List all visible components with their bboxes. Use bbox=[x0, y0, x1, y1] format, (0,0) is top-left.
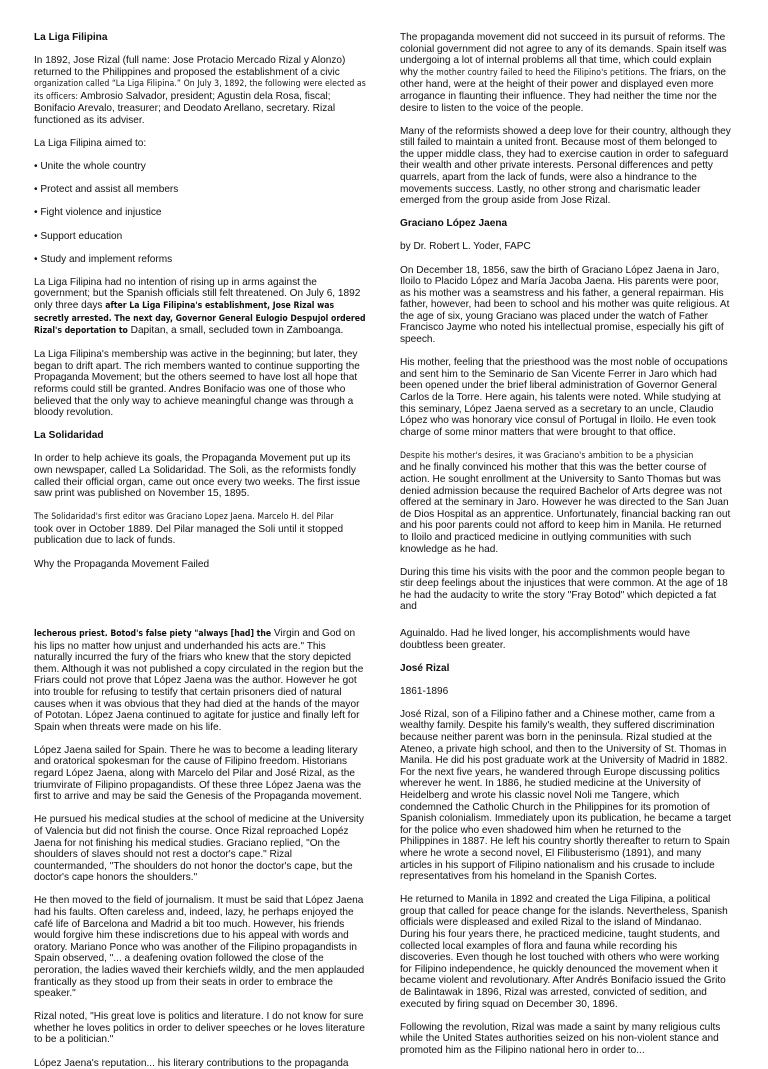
list-item: • Unite the whole country bbox=[34, 161, 366, 173]
column-bottom-left bbox=[34, 628, 366, 1024]
text-span: Ambrosio Salvador, president; Agustin dela Rosa, fiscal; Bonifacio Arevalo, treasurer; and Deodato Arellano, secretary. Rizal functioned as its adviser. bbox=[34, 91, 335, 126]
paragraph: La Liga Filipina's membership was active in the beginning; but later, they began to drift apart. The rich members wanted to continue supporting the Propaganda Movement; but the others seemed to have lost all hope that reforms could still be granted. Andres Bonifacio was one of those who believed that the only way to achieve meaningful change was through a bloody revolution. bbox=[34, 349, 366, 419]
paragraph: López Jaena sailed for Spain. There he was to become a leading literary and oratorical spokesman for the cause of Filipino freedom. Historians regard López Jaena, along with Marcelo del Pilar and José Rizal, as the triumvirate of Filipino propagandists. Of these three López Jaena was the first to arrive and may be said the Genesis of the Propaganda movement. bbox=[34, 745, 366, 803]
aims-list bbox=[34, 161, 366, 265]
text-span: The Solidaridad's first editor was Graciano Lopez Jaena. Marcelo H. del Pilar bbox=[34, 512, 334, 522]
column-top-left bbox=[34, 32, 366, 532]
paragraph: José Rizal, son of a Filipino father and a Chinese mother, came from a wealthy family. Despite his family's wealth, they suffered discrimination because neither parent was born in the peninsula. Rizal studied at the Ateneo, a private high school, and then to the University of St. Thomas in Manila. He did his post graduate work at the University of Madrid in 1882. For the next five years, he wandered through Europe discussing politics wherever he went. In 1886, he studied medicine at the University of Heidelberg and wrote his classic novel Noli me Tangere, which condemned the Catholic Church in the Philippines for its promotion of Spanish colonialism. Immediately upon its publication, he became a target for the police who even shadowed him when he returned to the Philippines in 1887. He left his country shortly thereafter to return to Spain where he wrote a second novel, El Filibusterismo (1891), and many articles in his support of Filipino nationalism and his crusade to include representatives from his homeland in the Spanish Cortes. bbox=[400, 709, 732, 883]
paragraph: He pursued his medical studies at the school of medicine at the University of Valencia but did not finish the course. Once Rizal reproached Lopéz Jaena for not finishing his medical studies. Graciano replied, "On the shoulders of slaves should not rest a doctor's cape." Rizal countermanded, "The shoulders do not honor the doctor's cape, but the doctor's cape honors the shoulders." bbox=[34, 814, 366, 884]
heading-graciano-lopez-jaena: Graciano López Jaena bbox=[400, 218, 732, 230]
heading-la-liga-filipina: La Liga Filipina bbox=[34, 32, 366, 44]
paragraph: During this time his visits with the poor and the common people began to stir deep feelings about the injustices that were common. At the age of 18 he had the audacity to write the story "Fray Botod" which depicted a fat and bbox=[400, 567, 732, 613]
column-bottom-right bbox=[400, 628, 732, 1024]
paragraph: Aguinaldo. Had he lived longer, his accomplishments would have doubtless been greater. bbox=[400, 628, 732, 651]
paragraph bbox=[34, 277, 366, 338]
text-span: Dapitan, a small, secluded town in Zamboanga. bbox=[131, 325, 344, 336]
paragraph bbox=[400, 32, 732, 114]
paragraph: His mother, feeling that the priesthood was the most noble of occupations and sent him to the Seminario de San Vicente Ferrer in Jaro which had been opened under the brief liberal administration of Governor General Carlos de la Torre. Here again, his talents were noted. While studying at this seminary, López Jaena served as a secretary to an uncle, Claudio López who was honorary vice consul of Portugal in Iloilo. He even took charge of some minor matters that were brought to that office. bbox=[400, 357, 732, 438]
text-span: organization called “La Liga Filipina.” On July 3, 1892, the following were elected as its officers: bbox=[34, 79, 366, 102]
text-span: and he finally convinced his mother that this was the better course of action. He sought enrollment at the University to Santo Thomas but was denied admission because the required Bachelor of Arts degree was not offered at the seminary in Jaro. However he was directed to the San Juan de Dios Hospital as an apprentice. Unfortunately, financial backing ran out and his poor parents could not afford to keep him in Manila. He returned to Iloilo and practiced medicine in outlying communities with such knowledge as he had. bbox=[400, 462, 730, 554]
paragraph: López Jaena's reputation... his literary contributions to the propaganda bbox=[34, 1058, 366, 1069]
heading-la-solidaridad: La Solidaridad bbox=[34, 430, 366, 442]
list-item: • Study and implement reforms bbox=[34, 254, 366, 266]
list-item: • Protect and assist all members bbox=[34, 184, 366, 196]
paragraph: He then moved to the field of journalism. It must be said that López Jaena had his faults. Often careless and, indeed, lazy, he perhaps enjoyed the café life of Barcelona and Madrid a bit too much. However, his friends would forgive him these indiscretions due to his appeal with words and oratory. Mariano Ponce who was another of the Filipino propagandists in Spain observed, "... a deafening ovation followed the close of the peroration, the ladies waved their kerchiefs wildly, and the men applauded frantically as they stood up from their seats in order to embrace the speaker." bbox=[34, 895, 366, 999]
paragraph: In order to help achieve its goals, the Propaganda Movement put up its own newspaper, called La Solidaridad. The Soli, as the reformists fondly called their official organ, came out once every two weeks. The first issue saw print was published on November 15, 1895. bbox=[34, 453, 366, 499]
text-span: after La Liga Filipina's establishment, Jose Rizal was secretly arrested. The next day, Governor General Eulogio Despujol ordered Rizal's deportation to bbox=[34, 301, 366, 336]
heading-jose-rizal: José Rizal bbox=[400, 663, 732, 675]
text-span: Despite his mother's desires, it was Graciano's ambition to be a physician bbox=[400, 451, 693, 461]
paragraph: Why the Propaganda Movement Failed bbox=[34, 559, 366, 571]
list-item: • Support education bbox=[34, 231, 366, 243]
paragraph: On December 18, 1856, saw the birth of Graciano López Jaena in Jaro, Iloilo to Placido López and María Jacoba Jaena. His parents were poor, as his mother was a seamstress and his father, a general repairman. His father, however, had been to school and his mother was quite religious. At the age of six, young Graciano was placed under the watch of Father Francisco Jayme who noted his intellectual promise, especially his gift of speech. bbox=[400, 265, 732, 346]
paragraph bbox=[34, 55, 366, 127]
text-span: lecherous priest. Botod's false piety "always [had] the bbox=[34, 629, 271, 639]
text-span: In 1892, Jose Rizal (full name: Jose Protacio Mercado Rizal y Alonzo) returned to the Philippines and proposed the establishment of a civic bbox=[34, 55, 345, 78]
text-span: La Liga Filipina had no intention of rising up in arms against the government; but the Spanish officials still felt threatened. On July 6, 1892 only three days bbox=[34, 277, 360, 311]
column-top-right bbox=[400, 32, 732, 532]
paragraph: Following the revolution, Rizal was made a saint by many religious cults while the United States authorities seized on his non-violent stance and promoted him as the Filipino national hero in order to... bbox=[400, 1022, 732, 1057]
text-span: The friars, on the other hand, were at the height of their power and displayed even more arrogance in flaunting their influence. They had neither the time nor the desire to listen to the voice of the people. bbox=[400, 67, 726, 114]
list-item: • Fight violence and injustice bbox=[34, 207, 366, 219]
paragraph bbox=[34, 628, 366, 733]
paragraph bbox=[34, 511, 366, 547]
aims-intro: La Liga Filipina aimed to: bbox=[34, 138, 366, 150]
text-span: Virgin and God on his lips no matter how unjust and underhanded his acts are." This naturally incurred the fury of the friars who knew that the story depicted them. Although it was not published a copy circulated in the region but the Friars could not prove that López Jaena was the author. However he got into trouble for refusing to testify that certain prisoners died of natural causes when it was obvious that they had died at the hands of the mayor of Pototan. López Jaena continued to agitate for justice and finally left for Spain when threats were made on his life. bbox=[34, 628, 363, 733]
years: 1861-1896 bbox=[400, 686, 732, 698]
paragraph: He returned to Manila in 1892 and created the Liga Filipina, a political group that called for peace change for the islands. Nevertheless, Spanish officials were displeased and exiled Rizal to the island of Mindanao. During his four years there, he practiced medicine, taught students, and collected local examples of flora and fauna while recording his discoveries. Even though he lost touched with others who were working for Filipino independence, he quickly denounced the movement when it became violent and revolutionary. After Andrés Bonifacio issued the Grito de Balintawak in 1896, Rizal was arrested, convicted of sedition, and executed by firing squad on December 30, 1896. bbox=[400, 894, 732, 1010]
byline: by Dr. Robert L. Yoder, FAPC bbox=[400, 241, 732, 253]
text-span: The propaganda movement did not succeed in its pursuit of reforms. The colonial government did not agree to any of its demands. Spain itself was undergoing a lot of internal problems all that time, which could explain why bbox=[400, 32, 727, 78]
text-span: took over in October 1889. Del Pilar managed the Soli until it stopped publication due to lack of funds. bbox=[34, 524, 343, 547]
paragraph bbox=[400, 450, 732, 555]
text-span: the mother country failed to heed the Filipino's petitions. bbox=[421, 68, 647, 78]
paragraph: Rizal noted, "His great love is politics and literature. I do not know for sure whether he loves politics in order to deliver speeches or he loves literature to be a politician." bbox=[34, 1011, 366, 1046]
paragraph: Many of the reformists showed a deep love for their country, although they still failed to maintain a united front. Because most of them belonged to the upper middle class, they had to exercise caution in order to safeguard their wealth and other private interests. Personal differences and petty quarrels, apart from the lack of funds, were also a hindrance to the movements success. Lastly, no other strong and charismatic leader emerged from the group aside from Jose Rizal. bbox=[400, 126, 732, 207]
